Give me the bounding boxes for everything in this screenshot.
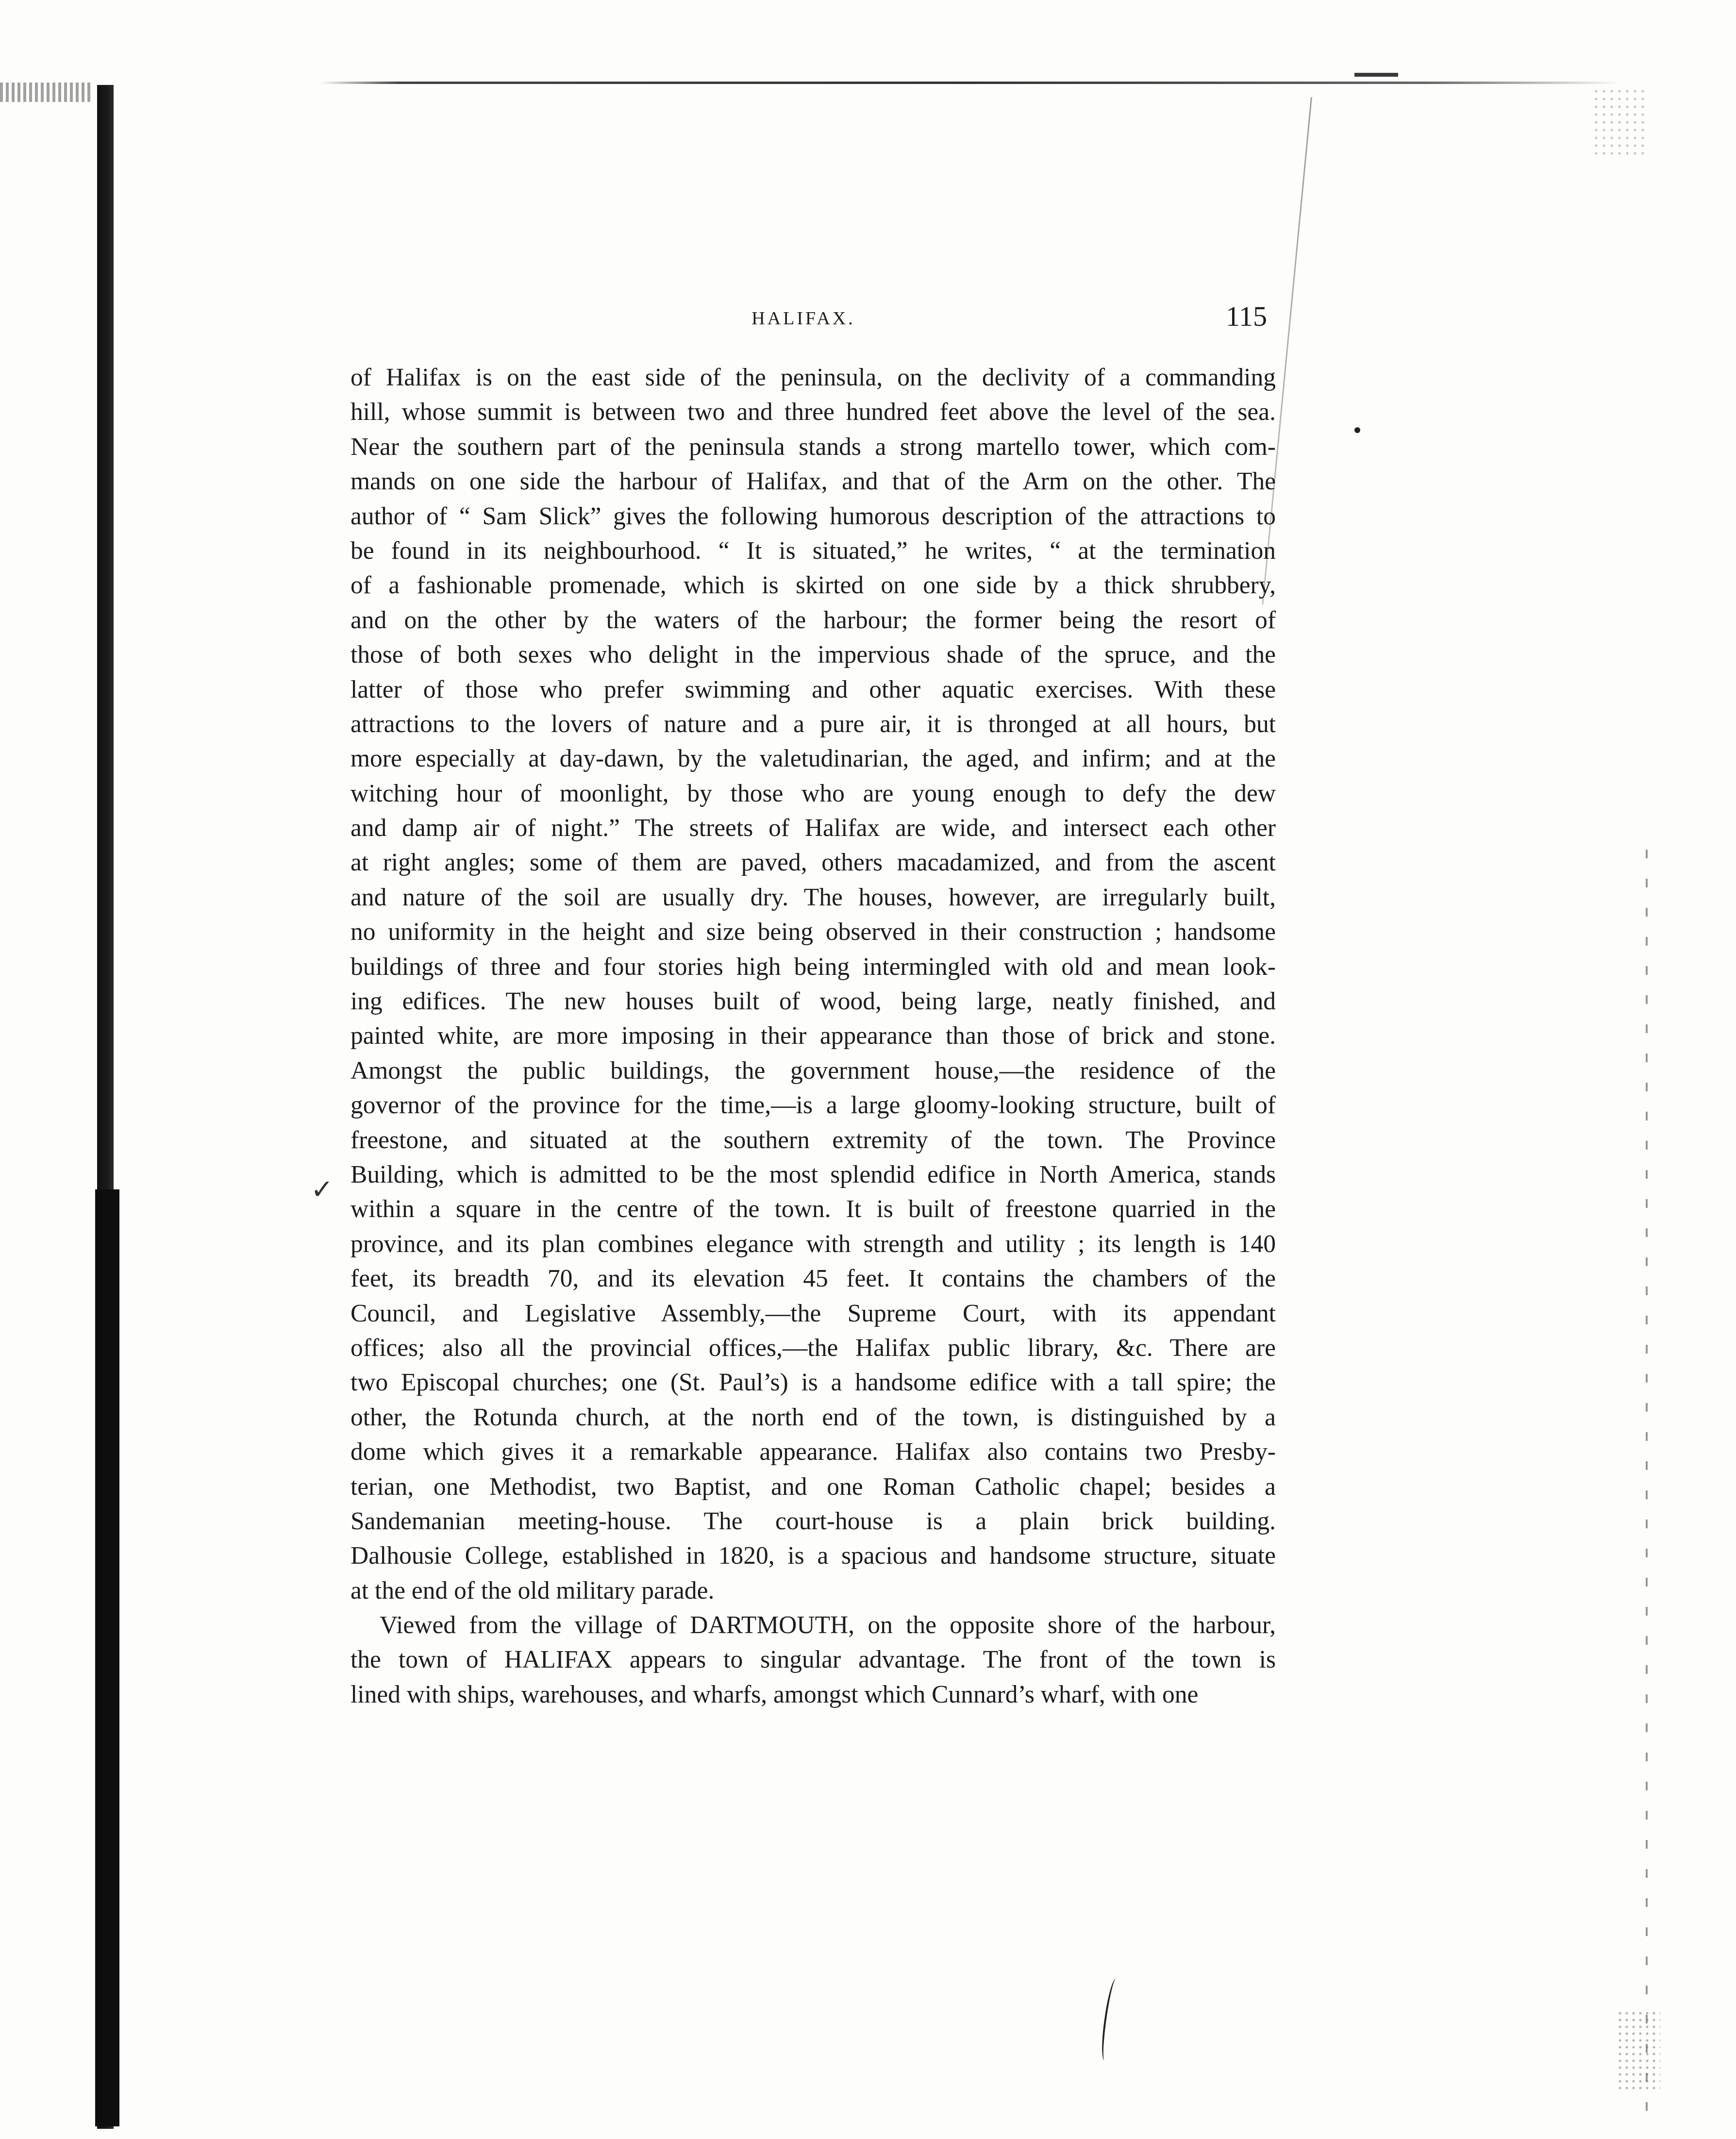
text-line: two Episcopal churches; one (St. Paul’s) is a handsome edifice with a tall spire; the — [351, 1369, 1276, 1397]
text-line: at right angles; some of them are paved, others macadamized, and from the ascent — [351, 849, 1276, 877]
text-line: feet, its breadth 70, and its elevation 45 feet. It contains the chambers of the — [351, 1265, 1276, 1293]
text-line: of a fashionable promenade, which is skirted on one side by a thick shrubbery, — [351, 571, 1276, 600]
text-line: hill, whose summit is between two and three hundred feet above the level of the sea. — [351, 398, 1276, 426]
stray-ink-dot — [1354, 427, 1360, 433]
text-line: lined with ships, warehouses, and wharfs, amongst which Cunnard’s wharf, with one — [351, 1680, 1199, 1708]
text-line: governor of the province for the time,—is a large gloomy-looking structure, built of — [351, 1091, 1276, 1120]
text-line: and nature of the soil are usually dry. The houses, however, are irregularly built, — [351, 883, 1276, 911]
text-line: ing edifices. The new houses built of wood, being large, neatly finished, and — [351, 987, 1276, 1016]
text-line: Building, which is admitted to be the most splendid edifice in North America, stands — [351, 1160, 1276, 1188]
paragraph — [351, 1608, 1276, 1712]
text-line: Viewed from the village of DARTMOUTH, on the opposite shore of the harbour, — [380, 1611, 1276, 1639]
text-line: the town of HALIFAX appears to singular advantage. The front of the town is — [351, 1646, 1276, 1674]
text-line: other, the Rotunda church, at the north end of the town, is distinguished by a — [351, 1403, 1276, 1431]
text-line: painted white, are more imposing in their appearance than those of brick and stone. — [351, 1022, 1276, 1050]
book-binding-shadow — [95, 1189, 119, 2126]
text-line: latter of those who prefer swimming and other aquatic exercises. With these — [351, 675, 1276, 703]
text-line: author of “ Sam Slick” gives the following humorous description of the attractions to — [351, 502, 1276, 530]
scan-noise-bottom-right — [1617, 2010, 1660, 2092]
text-line: be found in its neighbourhood. “ It is situated,” he writes, “ at the termination — [351, 536, 1276, 565]
text-line: dome which gives it a remarkable appearance. Halifax also contains two Presby- — [351, 1438, 1276, 1466]
text-line: offices; also all the provincial offices,—the Halifax public library, &c. There are — [351, 1334, 1276, 1362]
text-line: attractions to the lovers of nature and a pure air, it is thronged at all hours, but — [351, 710, 1276, 738]
text-line: at the end of the old military parade. — [351, 1576, 715, 1604]
margin-check-mark-icon: ✓ — [311, 1174, 334, 1205]
text-line: Sandemanian meeting-house. The court-house is a plain brick building. — [351, 1507, 1276, 1535]
text-line: mands on one side the harbour of Halifax, and that of the Arm on the other. The — [351, 468, 1276, 496]
paragraph — [351, 360, 1276, 1608]
text-line: no uniformity in the height and size being observed in their construction ; handsome — [351, 918, 1276, 946]
text-line: within a square in the centre of the town. It is built of freestone quarried in the — [351, 1195, 1276, 1223]
running-head — [340, 300, 1267, 339]
text-line: Council, and Legislative Assembly,—the Supreme Court, with its appendant — [351, 1299, 1276, 1327]
stray-ink-mark — [1099, 1978, 1121, 2061]
text-line: and on the other by the waters of the harbour; the former being the resort of — [351, 606, 1276, 634]
page-top-edge-mark — [1354, 73, 1398, 77]
page-number: 115 — [1226, 301, 1267, 332]
text-line: Amongst the public buildings, the government house,—the residence of the — [351, 1056, 1276, 1085]
page-top-edge-line — [320, 82, 1621, 84]
page-body-text — [351, 360, 1276, 1712]
scan-noise-right-edge — [1646, 850, 1648, 2112]
text-line: those of both sexes who delight in the impervious shade of the spruce, and the — [351, 641, 1276, 669]
running-head-title: HALIFAX. — [751, 308, 855, 329]
text-line: of Halifax is on the east side of the peninsula, on the declivity of a commanding — [351, 364, 1276, 391]
text-line: and damp air of night.” The streets of Halifax are wide, and intersect each other — [351, 814, 1276, 842]
text-line: freestone, and situated at the southern extremity of the town. The Province — [351, 1126, 1276, 1154]
scan-noise-top-right — [1592, 87, 1646, 160]
text-line: buildings of three and four stories high being intermingled with old and mean look- — [351, 953, 1276, 981]
text-line: more especially at day-dawn, by the valetudinarian, the aged, and infirm; and at the — [351, 745, 1276, 773]
text-line: province, and its plan combines elegance with strength and utility ; its length is 140 — [351, 1230, 1276, 1258]
text-line: terian, one Methodist, two Baptist, and one Roman Catholic chapel; besides a — [351, 1472, 1276, 1501]
text-line: Near the southern part of the peninsula stands a strong martello tower, which com- — [351, 433, 1276, 461]
text-line: Dalhousie College, established in 1820, is a spacious and handsome structure, situate — [351, 1542, 1276, 1570]
scan-noise-top-left — [0, 83, 92, 102]
text-line: witching hour of moonlight, by those who are young enough to defy the dew — [351, 779, 1276, 807]
